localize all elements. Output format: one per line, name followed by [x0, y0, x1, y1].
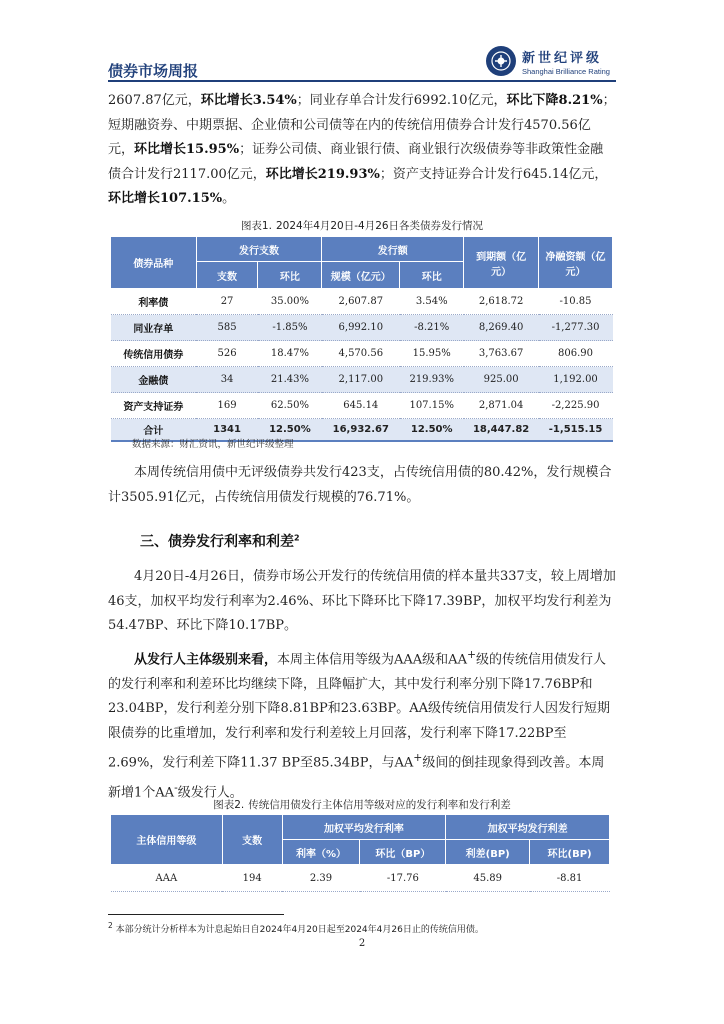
table2-caption: 图表2. 传统信用债发行主体信用等级对应的发行利率和发行利差 — [213, 799, 511, 811]
logo-emblem-icon — [486, 46, 516, 76]
page-number: 2 — [358, 938, 366, 949]
col-count-n: 支数 — [196, 262, 258, 289]
col-bond-type: 债券品种 — [111, 237, 197, 289]
intro-paragraph: 2607.87亿元，环比增长3.54%；同业存单合计发行6992.10亿元，环比下降8.21%；短期融资券、中期票据、企业债和公司债等在内的传统信用债券合计发行4570.56亿元，环比增长15.95%；证券公司债、商业银行债、商业银行次级债券等非政策性金融债合计发行2117.00亿元，环比增长219.93%；资产支持证券合计发行645.14亿元，环比增长107.15%。 — [108, 93, 616, 206]
table1-source: 数据来源：财汇资讯，新世纪评级整理 — [132, 439, 294, 450]
col-rate-mom: 环比（BP） — [360, 840, 446, 865]
table-total-row: 合计 1341 12.50% 16,932.67 12.50% 18,447.82 -1,515.15 — [111, 419, 613, 441]
col-rate: 加权平均发行利率 — [282, 815, 446, 840]
col-rate-v: 利率（%） — [282, 840, 360, 865]
table-row: AAA 194 2.39 -17.76 45.89 -8.81 — [111, 865, 610, 892]
col-amount-mom: 环比 — [400, 262, 464, 289]
col-spread-mom: 环比(BP) — [530, 840, 610, 865]
footnote-divider — [108, 914, 284, 915]
rate-paragraph: 4月20日-4月26日，债券市场公开发行的传统信用债的样本量共337支，较上周增加46支，加权平均发行利率为2.46%、环比下降环比下降17.39BP，加权平均发行利差为54.47BP、环比下降10.17BP。 — [108, 569, 616, 633]
bond-issuance-table — [110, 236, 613, 442]
col-grade: 主体信用等级 — [111, 815, 223, 865]
col-spread: 加权平均发行利差 — [446, 815, 610, 840]
table-row: 传统信用债券 526 18.47% 4,570.56 15.95% 3,763.67 806.90 — [111, 341, 613, 367]
col-count-mom: 环比 — [258, 262, 322, 289]
col-amount-v: 规模（亿元） — [322, 262, 400, 289]
table-row: 金融债 34 21.43% 2,117.00 219.93% 925.00 1,192.00 — [111, 367, 613, 393]
table-row: 同业存单 585 -1.85% 6,992.10 -8.21% 8,269.40 -1,277.30 — [111, 315, 613, 341]
footnote: $^2$ 本部分统计分析样本为计息起始日自2024年4月20日起至2024年4月26日止的传统信用债。 — [108, 921, 484, 935]
header-divider — [108, 80, 616, 82]
rating-rate-table — [110, 814, 610, 892]
logo-cn-text: 新世纪评级 — [522, 50, 603, 66]
col-net-financing: 净融资额（亿元） — [539, 237, 613, 289]
col-issue-amount: 发行额 — [322, 237, 464, 262]
unrated-paragraph: 本周传统信用债中无评级债券共发行423支，占传统信用债的80.42%，发行规模合计3505.91亿元，占传统信用债发行规模的76.71%。 — [108, 465, 612, 505]
col-count: 支数 — [222, 815, 282, 865]
rating-paragraph: 从发行人主体级别来看，本周主体信用等级为AAA级和AA+级的传统信用债发行人的发行利率和利差环比均继续下降，且降幅扩大，其中发行利率分别下降17.76BP和23.04BP，发行利差分别下降8.81BP和23.63BP。AA级传统信用债发行人因发行短期限债券的比重增加，发行利率和发行利差较上月回落，发行利率下降17.22BP至2.69%，发行利差下降11.37 BP至85.34BP，与AA+级间的倒挂现象得到改善。本周新增1个AA-级发行人。 — [108, 648, 611, 801]
col-maturity: 到期额（亿元） — [464, 237, 539, 289]
section-title: 三、债券发行利率和利差$^2$ — [140, 533, 300, 550]
report-title: 债券市场周报 — [108, 62, 199, 80]
table-row: 利率债 27 35.00% 2,607.87 3.54% 2,618.72 -10.85 — [111, 289, 613, 315]
brand-logo — [486, 46, 610, 76]
logo-en-text: Shanghai Brilliance Rating — [522, 66, 610, 76]
table-row: 资产支持证券 169 62.50% 645.14 107.15% 2,871.04 -2,225.90 — [111, 393, 613, 419]
col-spread-v: 利差(BP) — [446, 840, 530, 865]
table1-caption: 图表1. 2024年4月20日-4月26日各类债券发行情况 — [240, 220, 484, 232]
col-issue-count: 发行支数 — [196, 237, 322, 262]
